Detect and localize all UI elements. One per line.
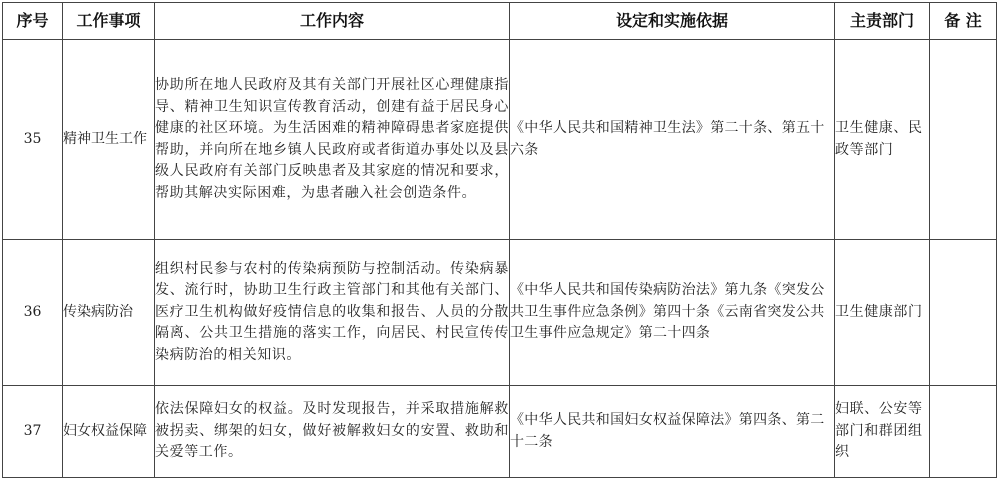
table-row (3, 40, 997, 240)
row-remark (930, 40, 997, 240)
row-dept: 卫生健康部门 (835, 240, 930, 386)
row-no: 37 (3, 386, 63, 478)
row-basis: 《中华人民共和国精神卫生法》第二十条、第五十六条 (510, 40, 835, 240)
header-content: 工作内容 (155, 3, 510, 40)
row-no: 35 (3, 40, 63, 240)
row-dept: 妇联、公安等部门和群团组织 (835, 386, 930, 478)
row-content: 协助所在地人民政府及其有关部门开展社区心理健康指导、精神卫生知识宣传教育活动，创建有益于居民身心健康的社区环境。为生活困难的精神障碍患者家庭提供帮助，并向所在地乡镇人民政府或者街道办事处以及县级人民政府有关部门反映患者及其家庭的情况和要求，帮助其解决实际困难，为患者融入社会创造条件。 (155, 40, 510, 240)
row-remark (930, 386, 997, 478)
row-item: 传染病防治 (63, 240, 155, 386)
row-content: 依法保障妇女的权益。及时发现报告，并采取措施解救被拐卖、绑架的妇女，做好被解救妇女的安置、救助和关爱等工作。 (155, 386, 510, 478)
table-row (3, 386, 997, 478)
row-remark (930, 240, 997, 386)
row-basis: 《中华人民共和国传染病防治法》第九条《突发公共卫生事件应急条例》第四十条《云南省突发公共卫生事件应急规定》第二十四条 (510, 240, 835, 386)
header-no: 序号 (3, 3, 63, 40)
table-row (3, 240, 997, 386)
row-content: 组织村民参与农村的传染病预防与控制活动。传染病暴发、流行时，协助卫生行政主管部门和其他有关部门、医疗卫生机构做好疫情信息的收集和报告、人员的分散隔离、公共卫生措施的落实工作，向居民、村民宣传传染病防治的相关知识。 (155, 240, 510, 386)
row-item: 精神卫生工作 (63, 40, 155, 240)
header-item: 工作事项 (63, 3, 155, 40)
header-row (3, 3, 997, 40)
row-dept: 卫生健康、民政等部门 (835, 40, 930, 240)
header-remark: 备 注 (930, 3, 997, 40)
row-basis: 《中华人民共和国妇女权益保障法》第四条、第二十二条 (510, 386, 835, 478)
header-basis: 设定和实施依据 (510, 3, 835, 40)
header-dept: 主责部门 (835, 3, 930, 40)
responsibility-table (2, 2, 997, 478)
row-no: 36 (3, 240, 63, 386)
row-item: 妇女权益保障 (63, 386, 155, 478)
